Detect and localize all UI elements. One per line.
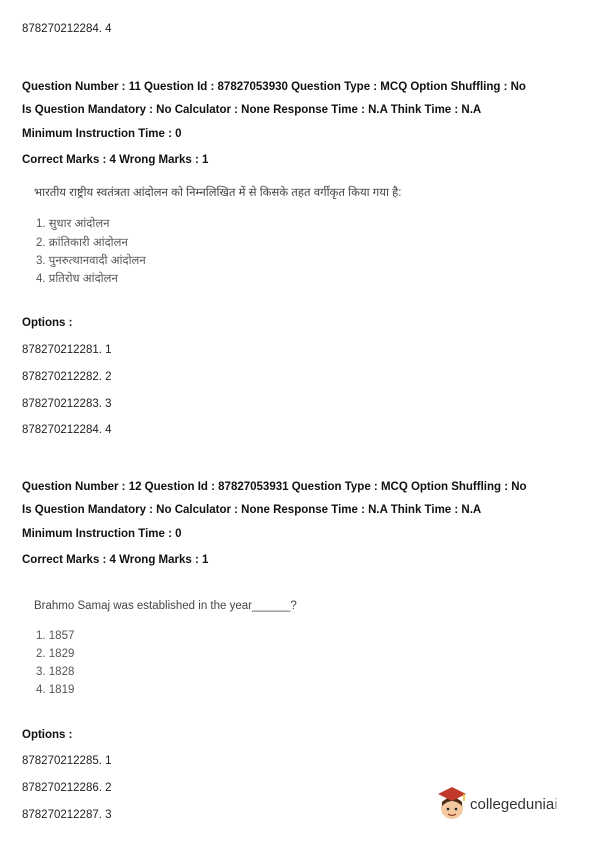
choice-item: 1. सुधार आंदोलन: [36, 218, 110, 230]
logo-wordmark: collegeduniai: [470, 796, 558, 813]
options-label: Options :: [22, 729, 73, 741]
collegedunia-logo[interactable]: [436, 784, 586, 826]
choice-item: 2. 1829: [36, 648, 75, 660]
question-meta-line: Question Number : 11 Question Id : 87827053930 Question Type : MCQ Option Shuffling : No: [22, 81, 526, 93]
question-text: भारतीय राष्ट्रीय स्वतंत्रता आंदोलन को निम्नलिखित में से किसके तहत वर्गीकृत किया गया है:: [34, 187, 402, 199]
choice-item: 3. 1828: [36, 666, 75, 678]
option-line: 878270212286. 2: [22, 782, 112, 794]
choice-item: 1. 1857: [36, 630, 75, 642]
graduation-cap-icon: [436, 784, 468, 824]
choice-item: 3. पुनरुत्थानवादी आंदोलन: [36, 255, 146, 267]
option-line: 878270212284. 4: [22, 23, 112, 35]
question-meta-line: Correct Marks : 4 Wrong Marks : 1: [22, 554, 209, 566]
question-meta-line: Is Question Mandatory : No Calculator : None Response Time : N.A Think Time : N.A: [22, 104, 482, 116]
option-line: 878270212285. 1: [22, 755, 112, 767]
option-line: 878270212282. 2: [22, 371, 112, 383]
question-meta-line: Correct Marks : 4 Wrong Marks : 1: [22, 154, 209, 166]
choice-item: 4. 1819: [36, 684, 75, 696]
question-text: Brahmo Samaj was established in the year______?: [34, 600, 297, 612]
choice-item: 2. क्रांतिकारी आंदोलन: [36, 237, 128, 249]
question-meta-line: Is Question Mandatory : No Calculator : None Response Time : N.A Think Time : N.A: [22, 504, 482, 516]
option-line: 878270212281. 1: [22, 344, 112, 356]
option-line: 878270212284. 4: [22, 424, 112, 436]
choice-item: 4. प्रतिरोध आंदोलन: [36, 273, 118, 285]
question-meta-line: Question Number : 12 Question Id : 87827053931 Question Type : MCQ Option Shuffling : No: [22, 481, 527, 493]
option-line: 878270212283. 3: [22, 398, 112, 410]
options-label: Options :: [22, 317, 73, 329]
option-line: 878270212287. 3: [22, 809, 112, 821]
question-meta-line: Minimum Instruction Time : 0: [22, 128, 182, 140]
question-meta-line: Minimum Instruction Time : 0: [22, 528, 182, 540]
